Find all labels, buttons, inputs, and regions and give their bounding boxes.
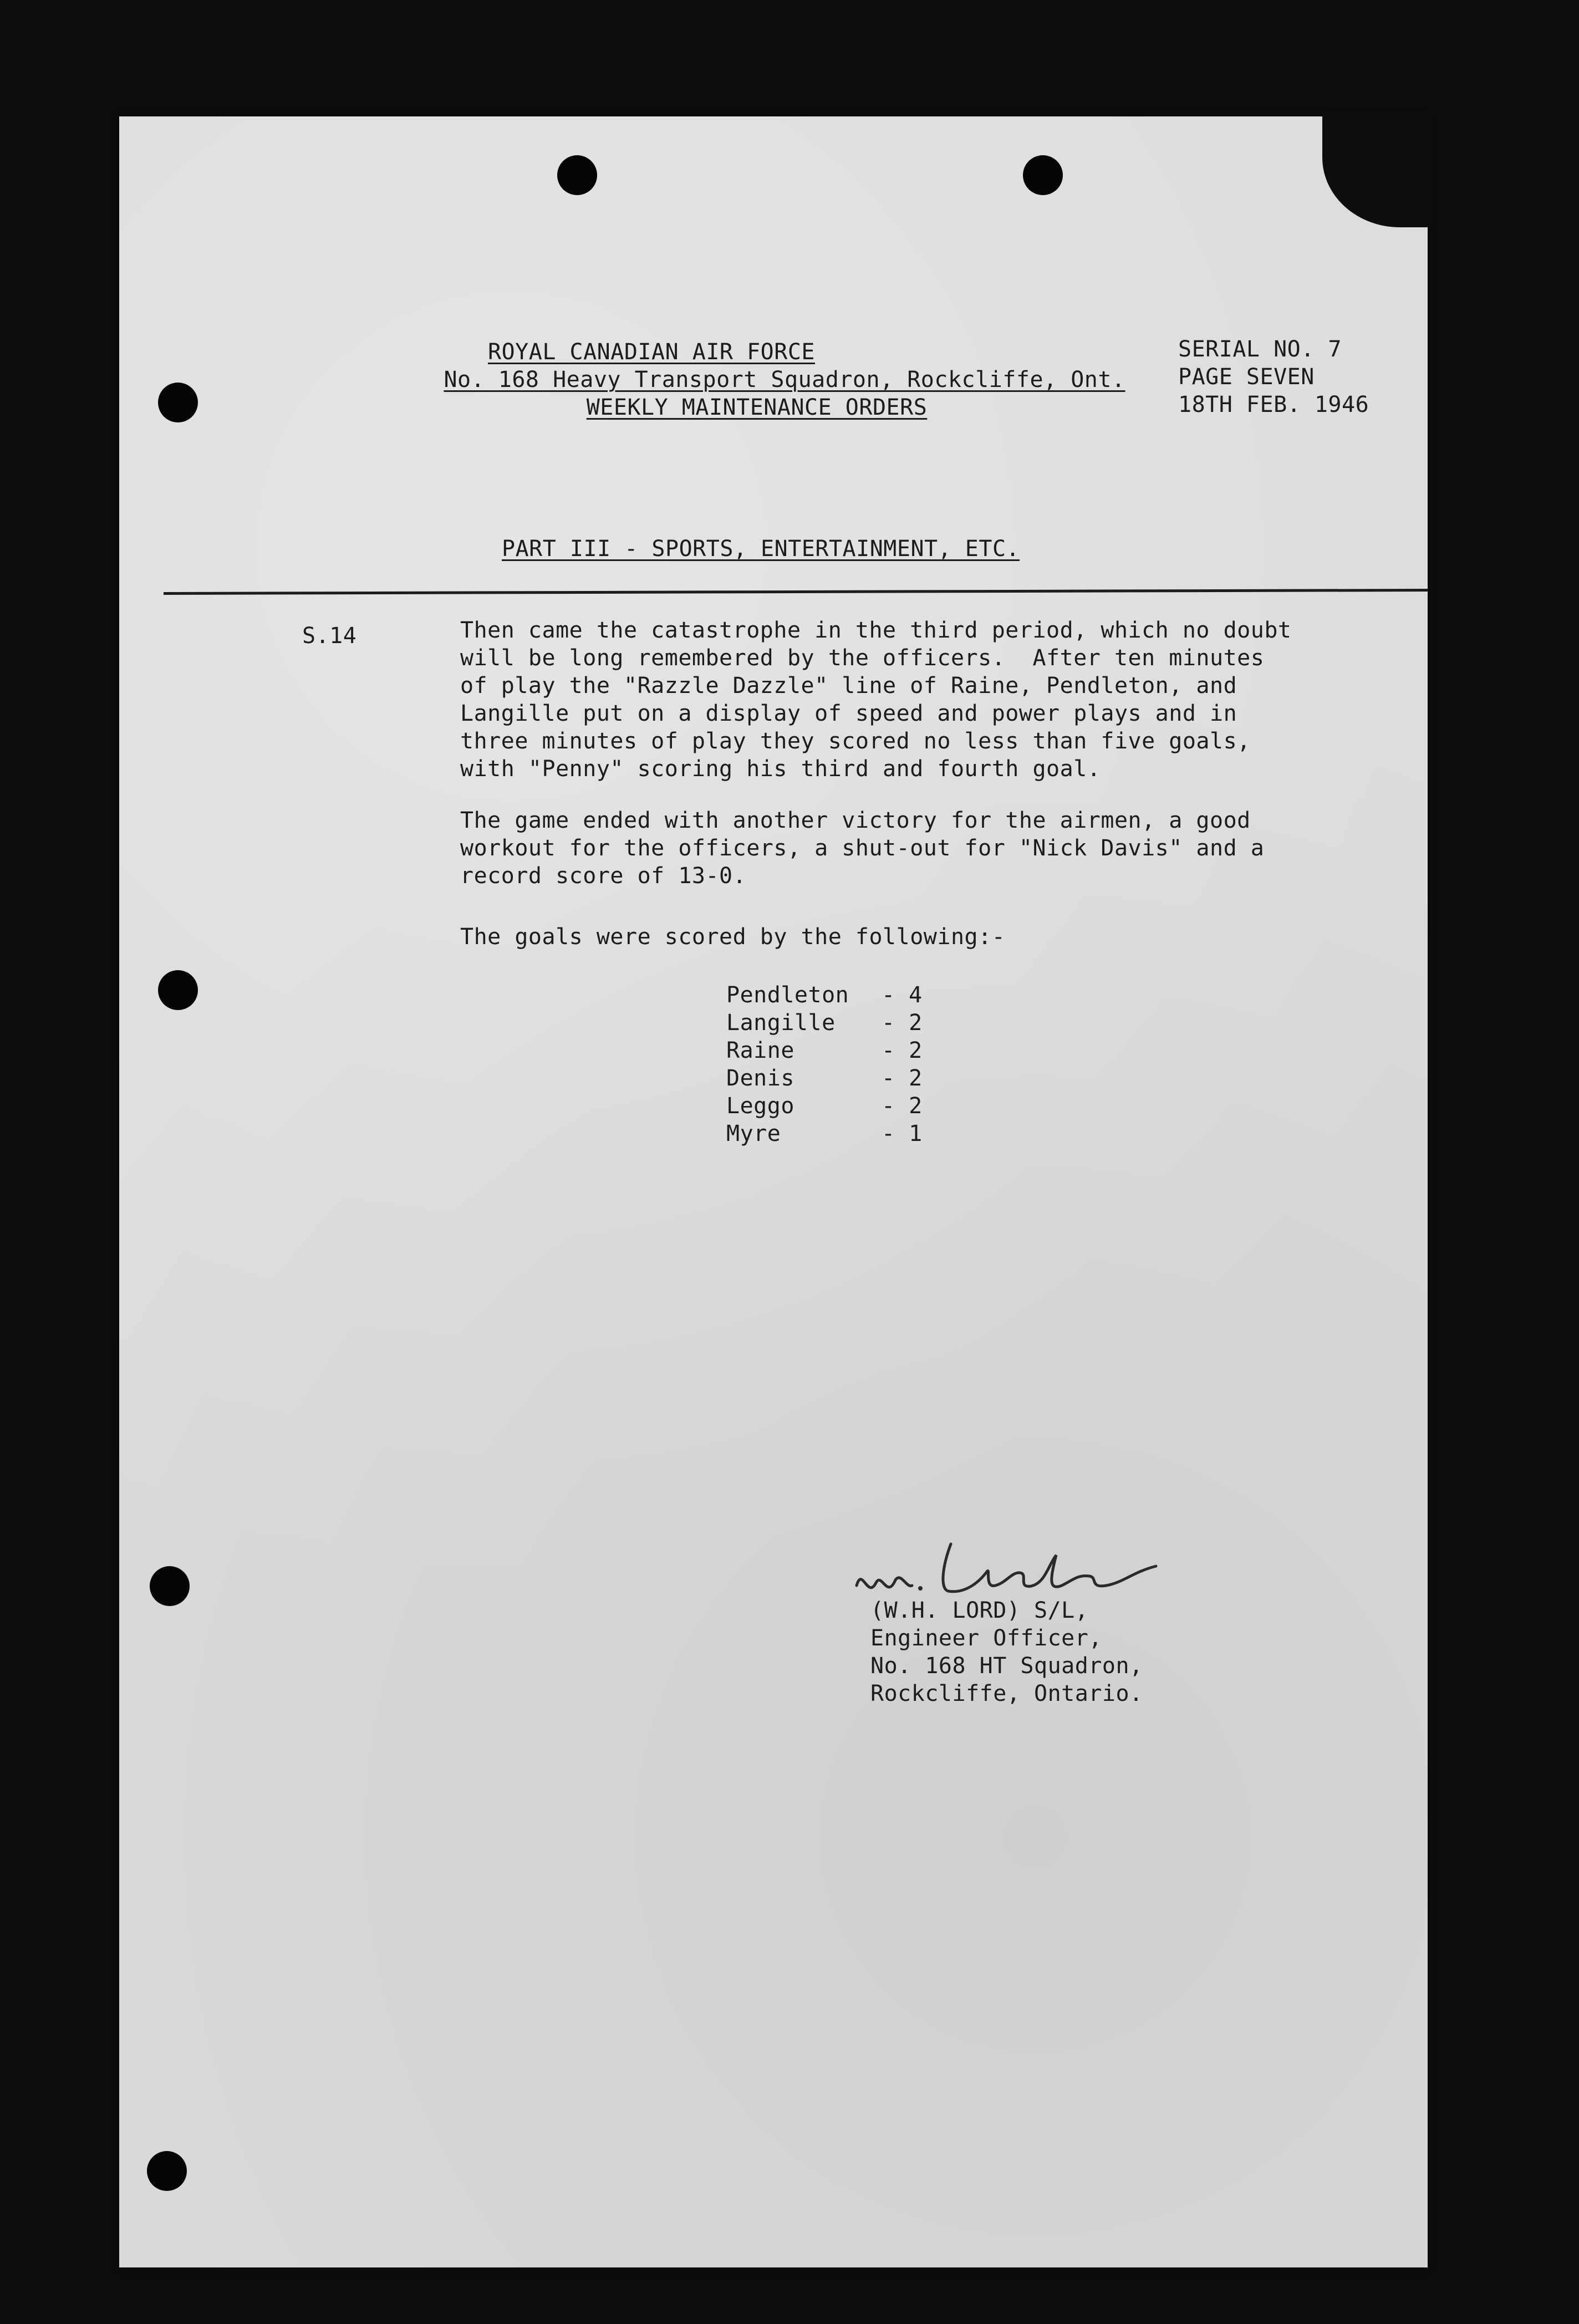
goal-count: - 2 xyxy=(882,1038,923,1063)
header-date: 18TH FEB. 1946 xyxy=(1178,392,1369,417)
header-doc-title: WEEKLY MAINTENANCE ORDERS xyxy=(586,395,928,420)
text-line: will be long remembered by the officers. After ten minutes xyxy=(460,645,1265,671)
goal-scorer: Pendleton xyxy=(726,982,849,1008)
goal-scorer: Myre xyxy=(726,1121,781,1146)
section-id: S.14 xyxy=(302,623,357,649)
goal-count: - 1 xyxy=(882,1121,923,1146)
punch-hole xyxy=(557,155,597,195)
goal-count: - 2 xyxy=(882,1010,923,1036)
goal-count: - 2 xyxy=(882,1066,923,1091)
goal-count: - 2 xyxy=(882,1093,923,1119)
header-page: PAGE SEVEN xyxy=(1178,364,1315,390)
part-heading: PART III - SPORTS, ENTERTAINMENT, ETC. xyxy=(502,536,1020,562)
text-line: with "Penny" scoring his third and fourth goal. xyxy=(460,756,1101,782)
goal-scorer: Raine xyxy=(726,1038,794,1063)
paragraph-1 xyxy=(460,616,1292,783)
goal-scorer: Leggo xyxy=(726,1093,794,1119)
text-line: Then came the catastrophe in the third period, which no doubt xyxy=(460,618,1292,643)
goals-intro: The goals were scored by the following:- xyxy=(460,924,1006,950)
torn-corner xyxy=(1322,111,1433,227)
header-unit: No. 168 Heavy Transport Squadron, Rockcliffe, Ont. xyxy=(444,367,1125,393)
header-serial: SERIAL NO. 7 xyxy=(1178,337,1342,362)
paragraph-2 xyxy=(460,807,1264,890)
punch-hole xyxy=(147,2151,187,2191)
goal-scorer: Langille xyxy=(726,1010,836,1036)
punch-hole xyxy=(158,383,198,422)
punch-hole xyxy=(150,1566,190,1606)
header-rule xyxy=(164,589,1428,595)
signatory-location: Rockcliffe, Ontario. xyxy=(870,1681,1143,1706)
goal-count: - 4 xyxy=(882,982,923,1008)
signatory-title: Engineer Officer, xyxy=(870,1625,1102,1651)
signatory-unit: No. 168 HT Squadron, xyxy=(870,1653,1143,1679)
punch-hole xyxy=(158,970,198,1010)
text-line: three minutes of play they scored no less than five goals, xyxy=(460,728,1251,754)
header-org: ROYAL CANADIAN AIR FORCE xyxy=(488,339,815,365)
text-line: workout for the officers, a shut-out for "Nick Davis" and a xyxy=(460,835,1265,861)
text-line: Langille put on a display of speed and power plays and in xyxy=(460,701,1237,726)
signatory-name: (W.H. LORD) S/L, xyxy=(870,1598,1089,1623)
text-line: The game ended with another victory for the airmen, a good xyxy=(460,808,1251,833)
signature-block xyxy=(870,1597,1143,1708)
text-line: record score of 13-0. xyxy=(460,863,747,889)
paper-sheet xyxy=(119,116,1428,2267)
punch-hole xyxy=(1023,155,1063,195)
goal-scorer: Denis xyxy=(726,1066,794,1091)
text-line: of play the "Razzle Dazzle" line of Raine, Pendleton, and xyxy=(460,673,1237,699)
